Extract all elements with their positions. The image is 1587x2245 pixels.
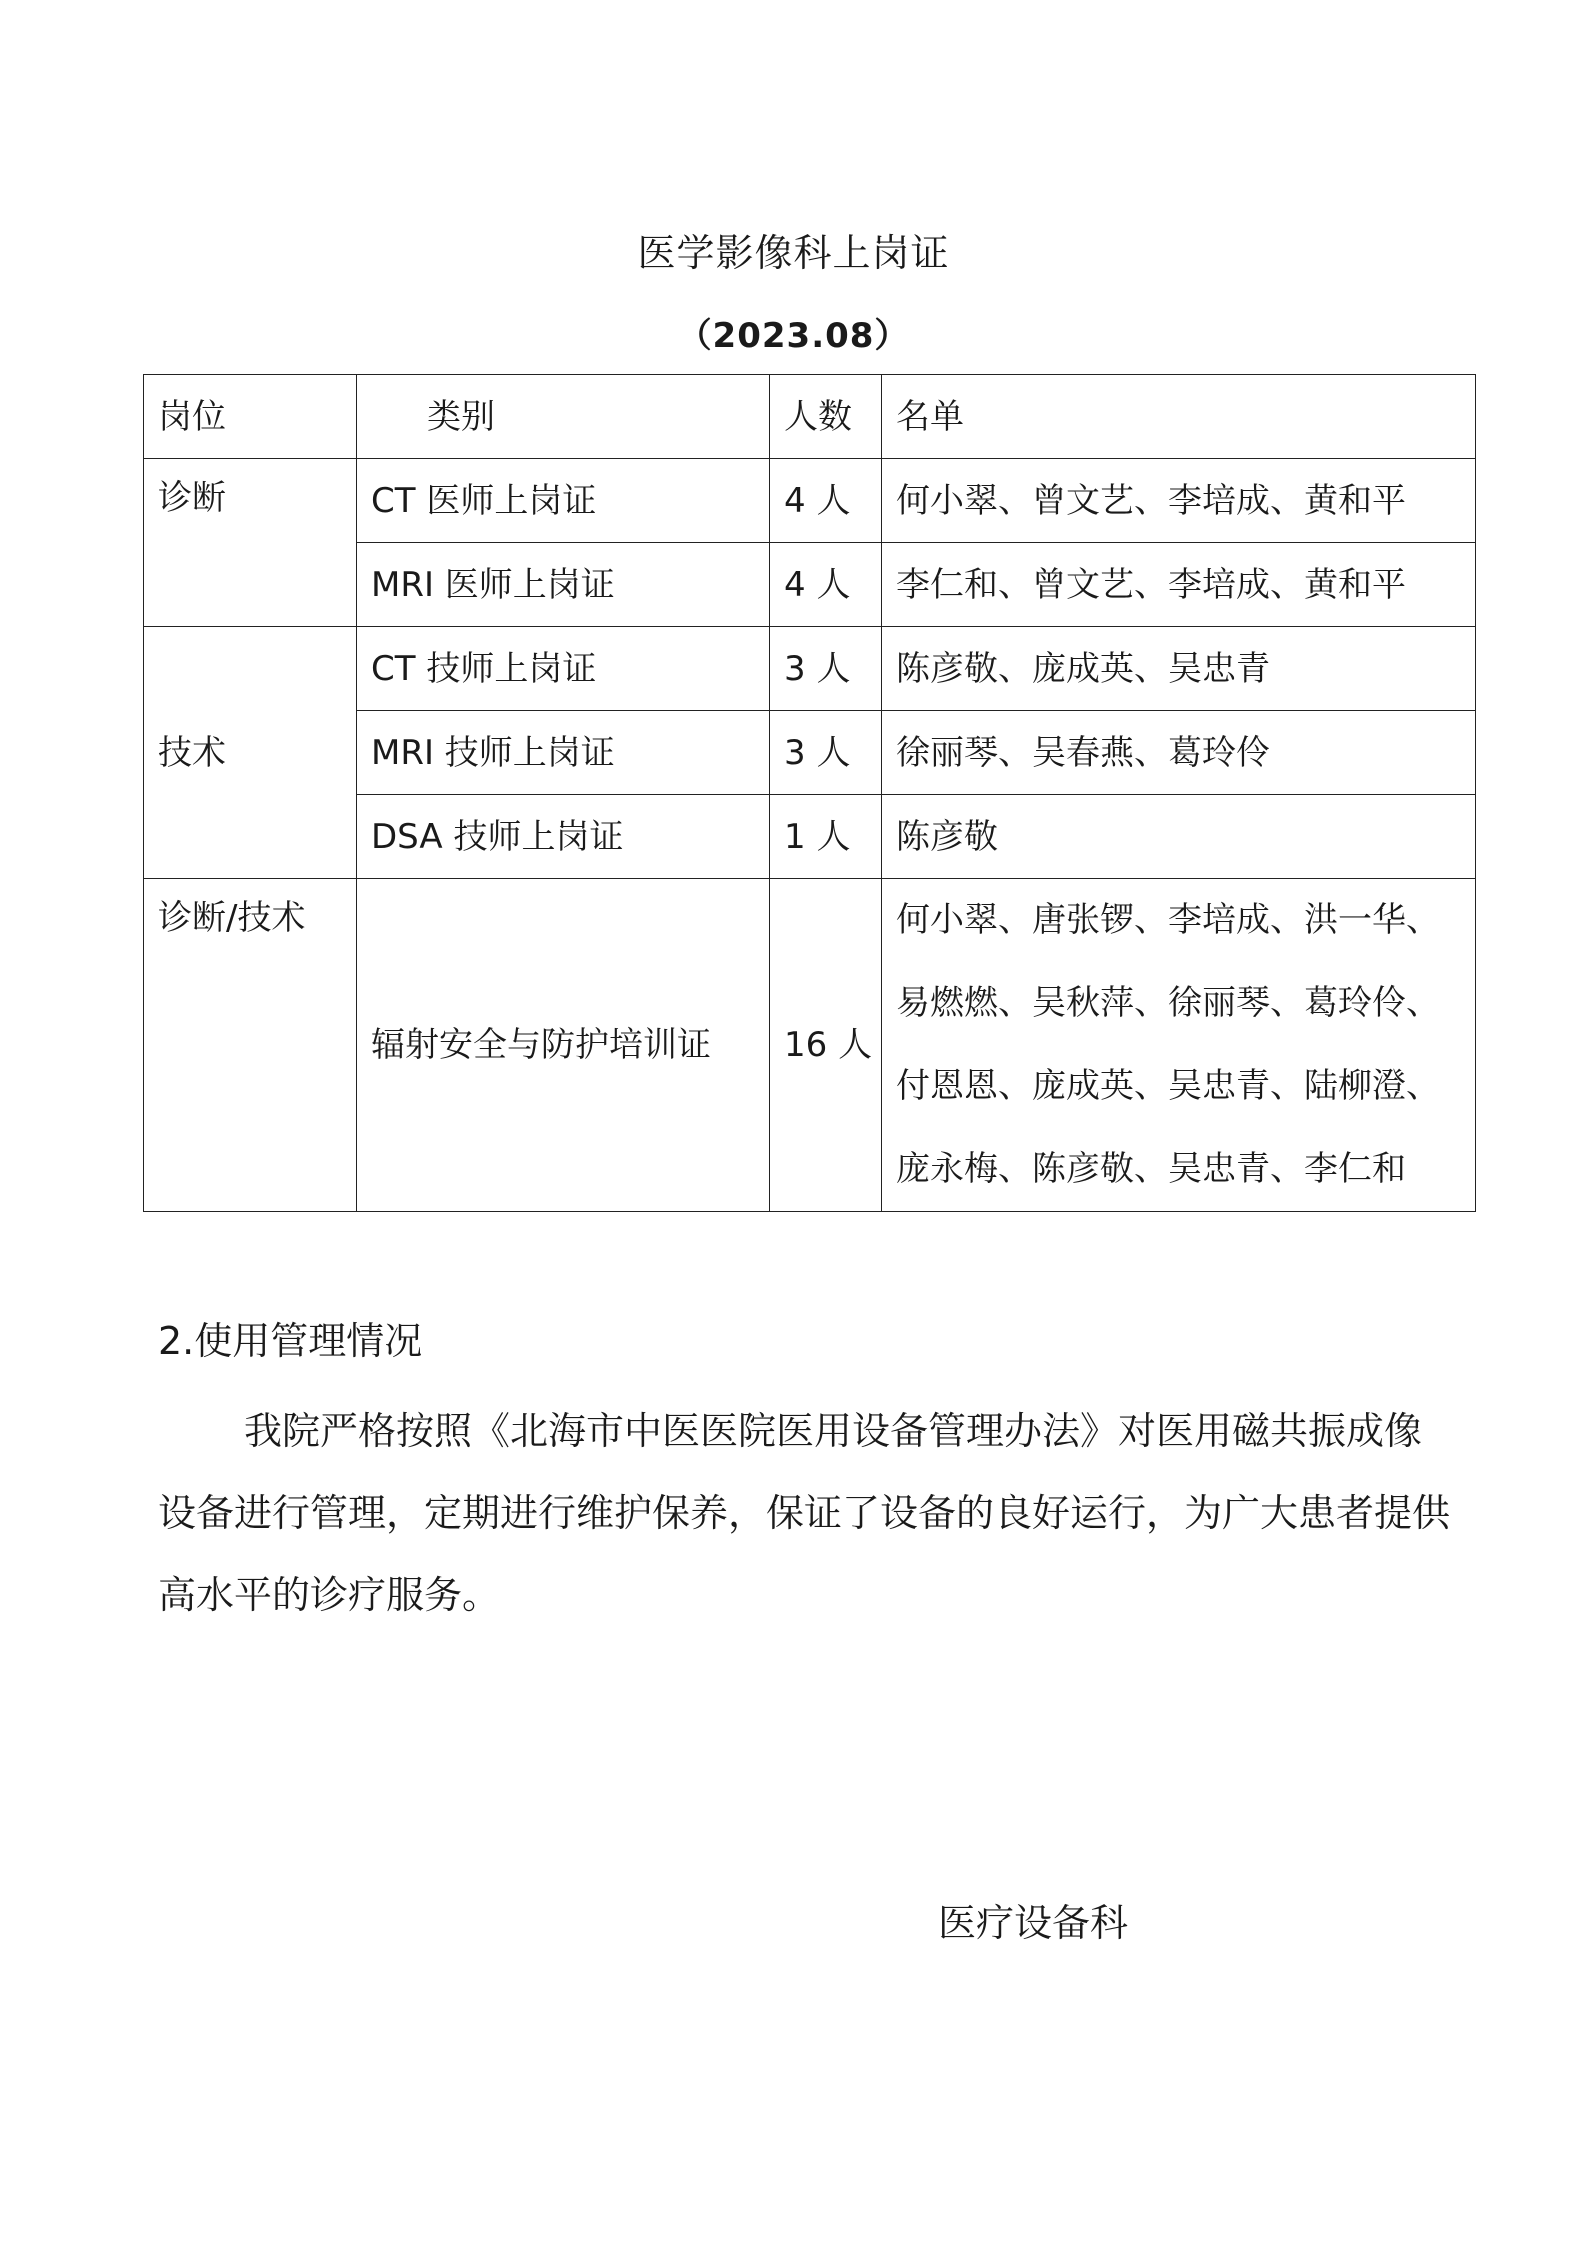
count-cell: 4 人 <box>770 543 882 627</box>
names-cell <box>882 879 1476 1212</box>
table-row <box>144 459 1476 543</box>
paragraph-text: 我院严格按照《北海市中医医院医用设备管理办法》对医用磁共振成像设备进行管理，定期进行维护保养，保证了设备的良好运行，为广大患者提供高水平的诊疗服务。 <box>158 1409 1451 1617</box>
signature-department: 医疗设备科 <box>938 1901 1129 1945</box>
names-cell: 陈彦敬 <box>882 795 1476 879</box>
header-count: 人数 <box>770 375 882 459</box>
count-cell: 3 人 <box>770 711 882 795</box>
post-cell: 诊断 <box>144 459 357 627</box>
category-cell: MRI 技师上岗证 <box>357 711 770 795</box>
post-cell: 诊断/技术 <box>144 879 357 1212</box>
count-cell: 4 人 <box>770 459 882 543</box>
names-line: 庞永梅、陈彦敬、吴忠青、李仁和 <box>896 1149 1406 1189</box>
names-cell: 徐丽琴、吴春燕、葛玲伶 <box>882 711 1476 795</box>
category-cell: CT 技师上岗证 <box>357 627 770 711</box>
names-line: 何小翠、唐张锣、李培成、洪一华、 <box>896 900 1440 940</box>
count-cell: 1 人 <box>770 795 882 879</box>
section-heading: 2.使用管理情况 <box>158 1319 423 1363</box>
header-post: 岗位 <box>144 375 357 459</box>
category-cell: MRI 医师上岗证 <box>357 543 770 627</box>
header-names: 名单 <box>882 375 1476 459</box>
names-cell: 何小翠、曾文艺、李培成、黄和平 <box>882 459 1476 543</box>
post-cell: 技术 <box>144 627 357 879</box>
names-cell: 陈彦敬、庞成英、吴忠青 <box>882 627 1476 711</box>
section-paragraph <box>158 1390 1458 1636</box>
document-date: （2023.08） <box>677 316 910 356</box>
names-cell: 李仁和、曾文艺、李培成、黄和平 <box>882 543 1476 627</box>
count-cell: 16 人 <box>770 879 882 1212</box>
names-line: 易燃燃、吴秋萍、徐丽琴、葛玲伶、 <box>896 983 1440 1023</box>
header-category: 类别 <box>357 375 770 459</box>
table-row <box>144 879 1476 1212</box>
category-cell: 辐射安全与防护培训证 <box>357 879 770 1212</box>
names-line: 付恩恩、庞成英、吴忠青、陆柳澄、 <box>896 1066 1440 1106</box>
category-cell: DSA 技师上岗证 <box>357 795 770 879</box>
table-header-row <box>144 375 1476 459</box>
document-title: 医学影像科上岗证 <box>637 231 950 275</box>
table-row <box>144 627 1476 711</box>
count-cell: 3 人 <box>770 627 882 711</box>
certificate-table <box>143 374 1476 1212</box>
category-cell: CT 医师上岗证 <box>357 459 770 543</box>
